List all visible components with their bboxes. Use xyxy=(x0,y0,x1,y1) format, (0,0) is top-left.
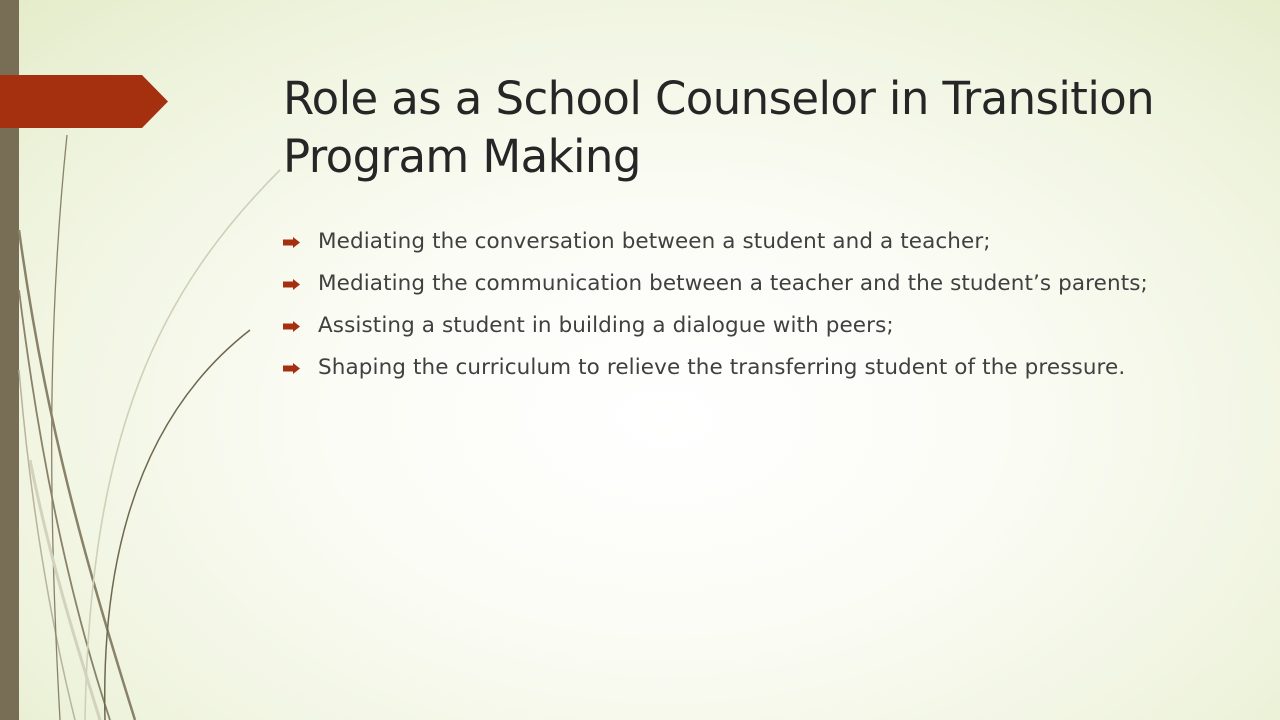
bullet-item xyxy=(283,228,1183,256)
bullet-text: Mediating the conversation between a student and a teacher; xyxy=(318,229,991,254)
bullet-item xyxy=(283,270,1183,298)
right-arrow-bullet-icon xyxy=(283,321,300,332)
bullet-text: Mediating the communication between a teacher and the student’s parents; xyxy=(318,271,1148,296)
title-accent-arrow xyxy=(0,75,168,128)
slide-title: Role as a School Counselor in Transition Program Making xyxy=(283,72,1155,183)
right-arrow-bullet-icon xyxy=(283,279,300,290)
bullet-text: Assisting a student in building a dialogue with peers; xyxy=(318,313,894,338)
bullet-text: Shaping the curriculum to relieve the transferring student of the pressure. xyxy=(318,355,1126,380)
right-arrow-bullet-icon xyxy=(283,237,300,248)
right-arrow-bullet-icon xyxy=(283,363,300,374)
bullet-list xyxy=(283,228,1183,396)
bullet-item xyxy=(283,354,1183,382)
bullet-item xyxy=(283,312,1183,340)
